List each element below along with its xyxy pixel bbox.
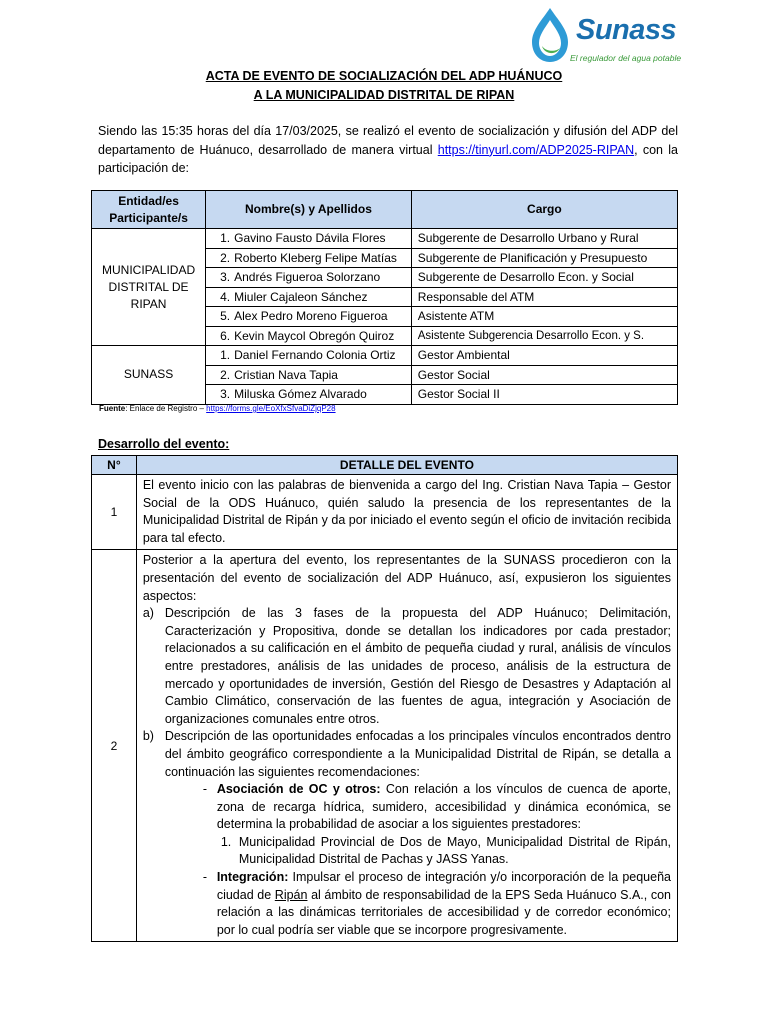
participant-cargo: Gestor Ambiental <box>411 346 677 366</box>
source-label: Fuente <box>99 404 126 413</box>
table-row <box>92 475 678 550</box>
header-entity: Entidad/es Participante/s <box>92 191 206 229</box>
source-text: : Enlace de Registro – <box>125 404 207 413</box>
participant-cargo: Gestor Social <box>411 365 677 385</box>
intro-text-before: Siendo las 15:35 horas del día 17/03/2025, se realizó el evento de socialización y difusión del ADP del departamento de Huánuco, desarrollado de manera virtual <box>98 124 678 157</box>
table-source <box>99 404 336 413</box>
header-detail: DETALLE DEL EVENTO <box>136 456 677 475</box>
entity-cell: SUNASS <box>92 346 206 405</box>
participant-cargo: Asistente Subgerencia Desarrollo Econ. y S. <box>411 326 677 346</box>
integ-text-2: al ámbito de responsabilidad de la EPS Seda Huánuco S.A., con relación a las dinámicas territoriales de accesibilidad y de corredor económico; por lo cual podría ser viable que se incorpore progresivamente. <box>216 887 671 937</box>
document-title-line1: ACTA DE EVENTO DE SOCIALIZACIÓN DEL ADP HUÁNUCO <box>205 69 563 83</box>
dash-marker: - <box>202 782 207 797</box>
participant-name-text: Gavino Fausto Dávila Flores <box>234 231 386 246</box>
dash-marker: - <box>202 870 207 885</box>
participant-name-text: Alex Pedro Moreno Figueroa <box>234 309 388 324</box>
integ-ripan: Ripán <box>274 887 308 902</box>
header-number: N° <box>92 456 137 475</box>
document-title-line2: A LA MUNICIPALIDAD DISTRITAL DE RIPAN <box>253 88 515 102</box>
participant-name-text: Miluska Gómez Alvarado <box>234 387 367 402</box>
item-number: 1. <box>220 834 232 849</box>
entity-cell: MUNICIPALIDAD DISTRITAL DE RIPAN <box>92 229 206 346</box>
sub-item-text <box>217 869 671 939</box>
event-number: 2 <box>92 550 137 942</box>
participant-name-text: Miuler Cajaleon Sánchez <box>234 289 368 304</box>
section-title: Desarrollo del evento: <box>98 437 230 451</box>
participant-name <box>206 385 412 405</box>
row-number: 1. <box>220 231 231 246</box>
table-row <box>92 229 678 249</box>
participant-name <box>206 346 412 366</box>
participant-name-text: Daniel Fernando Colonia Ortiz <box>234 348 396 363</box>
participant-name <box>206 248 412 268</box>
participant-cargo: Subgerente de Planificación y Presupuesto <box>411 248 677 268</box>
row-number: 6. <box>220 328 231 343</box>
list-item <box>143 728 671 781</box>
participants-header-row <box>92 191 678 229</box>
row-number: 5. <box>220 309 231 324</box>
sub-item-text <box>217 781 671 834</box>
participant-name <box>206 268 412 288</box>
table-row <box>92 346 678 366</box>
integ-text-1: Impulsar el proceso de integración y/o incorporación de la pequeña ciudad de <box>216 870 671 902</box>
asoc-text: Con relación a los vínculos de cuenca de aporte, zona de recarga hídrica, sumidero, accesibilidad y dinámica económica, se determina la probabilidad de asociar a los siguientes prestadores: <box>216 782 672 832</box>
integ-label: Integración: <box>216 870 289 885</box>
participants-table <box>91 190 678 405</box>
list-item-text: Descripción de las 3 fases de la propuesta del ADP Huánuco; Delimitación, Caracterización y Propositiva, donde se detallan los indicadores por cada prestador; relacionados a su calificación en el ámbito de pequeña ciudad y rural, análisis de vínculos entre prestadores, análisis de las unidades de proceso, análisis de la estructura de mercado y oportunidades de inversión, Gestión del Riesgo de Desastres y Adaptación al Cambio Climático, conservación de las fuentes de agua, integración y Asociación de organizaciones comunales entre otros. <box>164 606 671 726</box>
participant-cargo: Gestor Social II <box>411 385 677 405</box>
row-number: 4. <box>220 289 231 304</box>
participant-name <box>206 307 412 327</box>
intro-paragraph <box>98 122 678 178</box>
sub-item <box>203 781 671 834</box>
header-cargo: Cargo <box>411 191 677 229</box>
participant-name <box>206 365 412 385</box>
participant-name <box>206 229 412 249</box>
row-number: 1. <box>220 348 231 363</box>
numbered-item <box>221 834 671 869</box>
row-number: 2. <box>220 367 231 382</box>
asoc-label: Asociación de OC y otros: <box>216 782 381 797</box>
participant-name <box>206 287 412 307</box>
events-table <box>91 455 678 942</box>
participant-cargo: Subgerente de Desarrollo Econ. y Social <box>411 268 677 288</box>
row-number: 3. <box>220 270 231 285</box>
list-marker: a) <box>142 606 154 621</box>
intro-link[interactable]: https://tinyurl.com/ADP2025-RIPAN <box>437 142 635 157</box>
logo-name: Sunass <box>576 14 677 46</box>
source-link[interactable]: https://forms.gle/EoXfxSfvaDiZjqP28 <box>206 404 336 413</box>
event-number: 1 <box>92 475 137 550</box>
row-number: 3. <box>220 387 231 402</box>
participant-cargo: Subgerente de Desarrollo Urbano y Rural <box>411 229 677 249</box>
participant-name-text: Kevin Maycol Obregón Quiroz <box>234 328 395 343</box>
table-row <box>92 550 678 942</box>
row-number: 2. <box>220 250 231 265</box>
logo-tagline: El regulador del agua potable <box>570 53 682 63</box>
header-name: Nombre(s) y Apellidos <box>206 191 412 229</box>
events-header-row <box>92 456 678 475</box>
participant-name-text: Andrés Figueroa Solorzano <box>234 270 381 285</box>
participant-cargo: Asistente ATM <box>411 307 677 327</box>
participant-name <box>206 326 412 346</box>
list-item-text: Descripción de las oportunidades enfocadas a los principales vínculos encontrados dentro del ámbito geográfico correspondiente a la Municipalidad Distrital de Ripán, se detalla a continuación las siguientes recomendaciones: <box>164 729 671 779</box>
participant-cargo: Responsable del ATM <box>411 287 677 307</box>
list-item <box>143 605 671 728</box>
event-detail <box>136 550 677 942</box>
participant-name-text: Roberto Kleberg Felipe Matías <box>234 250 397 265</box>
item-text: Municipalidad Provincial de Dos de Mayo, Municipalidad Distrital de Ripán, Municipalidad Distrital de Pachas y JASS Yanas. <box>238 834 671 867</box>
participant-name-text: Cristian Nava Tapia <box>234 367 338 382</box>
list-marker: b) <box>142 729 154 744</box>
sub-item <box>203 869 671 939</box>
event-detail: El evento inicio con las palabras de bienvenida a cargo del Ing. Cristian Nava Tapia – Gestor Social de la ODS Huánuco, quién saludo la presencia de los representantes de la Municipalidad Distrital de Ripán y da por iniciado el evento según el oficio de invitación recibida para tal efecto. <box>136 475 677 550</box>
intro-text-after: , con la participación de: <box>98 142 678 175</box>
event-intro: Posterior a la apertura del evento, los representantes de la SUNASS procedieron con la presentación del evento de socialización del ADP Huánuco, así, expusieron los siguientes aspectos: <box>142 553 671 603</box>
